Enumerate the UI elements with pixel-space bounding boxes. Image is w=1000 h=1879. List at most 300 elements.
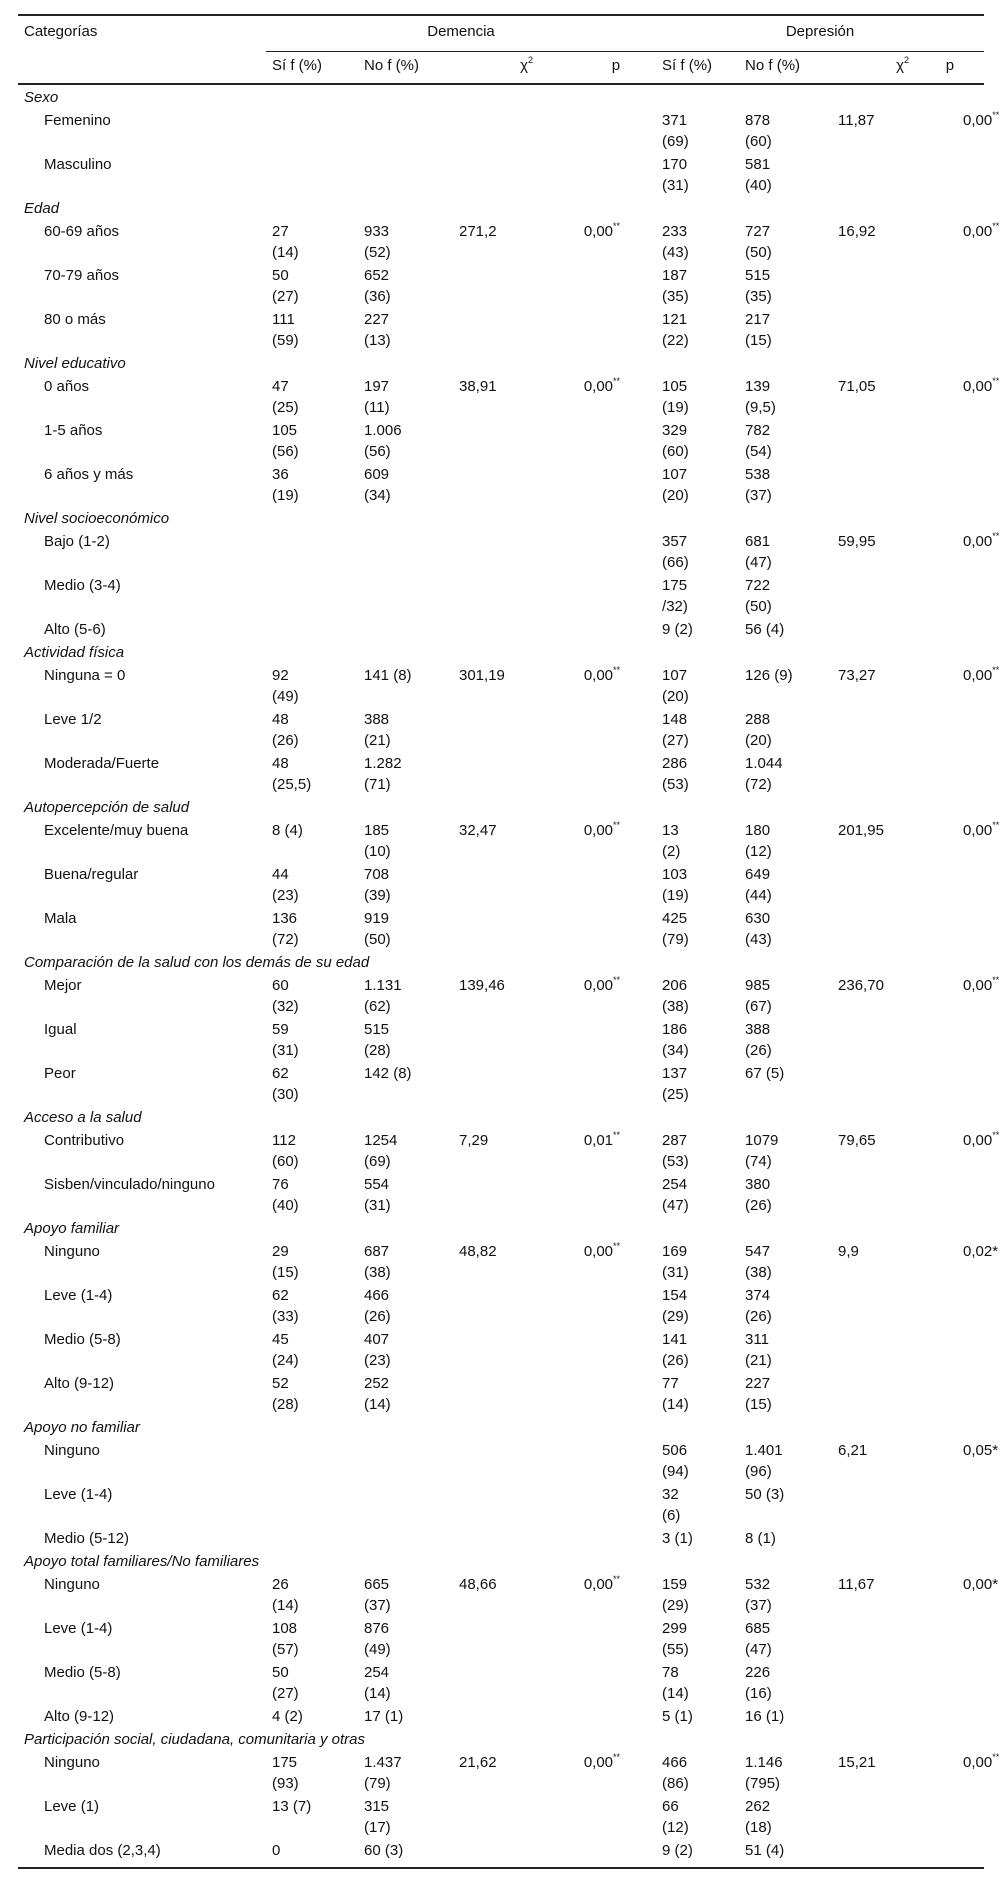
significance-mark: ** <box>992 820 1000 830</box>
row-label-value: 6 años y más <box>44 466 134 483</box>
depression-chi-cell-value: 11,87 <box>838 112 875 129</box>
depression-chi-cell-value: 11,67 <box>838 1576 875 1593</box>
dementia-p-cell <box>545 462 656 506</box>
dementia-no-cell <box>358 307 451 351</box>
dementia-no-cell <box>358 906 451 950</box>
depression-no-cell <box>739 152 830 196</box>
dementia-si-cell-value: 0 <box>272 1842 281 1859</box>
row-label <box>18 617 266 640</box>
dementia-no-cell-value: 197 (11) <box>364 378 390 416</box>
dementia-si-cell <box>266 1061 358 1105</box>
results-table <box>18 14 1000 1869</box>
row-label <box>18 529 266 573</box>
dementia-si-cell <box>266 1283 358 1327</box>
dementia-p-cell <box>545 1371 656 1415</box>
section-header-row <box>18 1727 984 1750</box>
dementia-no-cell <box>358 973 451 1017</box>
significance-mark: ** <box>613 1752 621 1762</box>
header-dem-chi <box>451 52 545 85</box>
depression-chi-cell-value: 71,05 <box>838 378 876 395</box>
dementia-chi-cell <box>451 973 545 1017</box>
row-label-value: 0 años <box>44 378 90 395</box>
row-label-value: Ninguno <box>44 1754 100 1771</box>
depression-si-cell-value: 357 (66) <box>662 533 689 571</box>
depression-chi-cell <box>830 418 925 462</box>
dementia-chi-cell-value: 48,82 <box>459 1243 497 1260</box>
depression-p-cell <box>925 462 984 506</box>
dementia-no-cell <box>358 663 451 707</box>
depression-chi-cell-value: 16,92 <box>838 223 876 240</box>
row-label <box>18 152 266 196</box>
depression-p-cell <box>925 973 1000 1017</box>
significance-mark: ** <box>992 665 1000 675</box>
depression-chi-cell <box>830 906 925 950</box>
depression-no-cell-value: 532 (37) <box>745 1576 772 1614</box>
depression-si-cell-value: 66 (12) <box>662 1798 689 1836</box>
chi-symbol: χ <box>520 57 528 74</box>
dementia-chi-cell <box>451 1750 545 1794</box>
depression-no-cell <box>739 1526 830 1549</box>
depression-chi-cell <box>830 1704 925 1727</box>
section-title: Participación social, ciudadana, comunitaria y otras <box>24 1731 366 1748</box>
row-label <box>18 1061 266 1105</box>
dementia-si-cell <box>266 108 358 152</box>
depression-no-cell <box>739 219 830 263</box>
dementia-p-cell-value: 0,00 <box>583 667 614 684</box>
dementia-chi-cell-value: 48,66 <box>459 1576 497 1593</box>
dementia-si-cell-value: 136 (72) <box>272 910 299 948</box>
depression-no-cell-value: 782 (54) <box>745 422 772 460</box>
depression-si-cell-value: 425 (79) <box>662 910 689 948</box>
depression-si-cell <box>656 1239 739 1283</box>
dementia-no-cell-value: 919 (50) <box>364 910 391 948</box>
table-row <box>18 152 984 196</box>
depression-p-cell <box>925 1239 999 1283</box>
depression-p-cell-value: 0,00 <box>963 378 993 395</box>
dementia-chi-cell <box>451 818 545 862</box>
dementia-no-cell <box>358 1327 451 1371</box>
depression-p-cell <box>925 906 984 950</box>
section-title: Actividad física <box>24 644 125 661</box>
dementia-no-cell <box>358 374 451 418</box>
dementia-chi-cell <box>451 1239 545 1283</box>
dementia-si-cell-value: 8 (4) <box>272 822 303 839</box>
dementia-chi-cell-value: 38,91 <box>459 378 497 395</box>
dementia-p-cell <box>545 1239 656 1283</box>
dementia-si-cell-value: 76 (40) <box>272 1176 299 1214</box>
depression-si-cell-value: 107 (20) <box>662 466 689 504</box>
dementia-si-cell <box>266 1371 358 1415</box>
table-row <box>18 418 984 462</box>
dementia-p-cell <box>545 263 656 307</box>
significance-mark: ** <box>613 665 621 675</box>
dementia-no-cell-value: 554 (31) <box>364 1176 391 1214</box>
depression-no-cell-value: 126 (9) <box>745 667 793 684</box>
table-row <box>18 973 984 1017</box>
dementia-p-cell <box>545 1704 656 1727</box>
dementia-p-cell <box>545 219 656 263</box>
dementia-no-cell <box>358 573 451 617</box>
depression-chi-cell-value: 79,65 <box>838 1132 876 1149</box>
depression-no-cell-value: 685 (47) <box>745 1620 772 1658</box>
depression-no-cell <box>739 1704 830 1727</box>
dementia-no-cell <box>358 1283 451 1327</box>
dementia-si-cell <box>266 751 358 795</box>
depression-chi-cell <box>830 1616 925 1660</box>
depression-chi-cell <box>830 263 925 307</box>
depression-si-cell <box>656 108 739 152</box>
depression-no-cell-value: 1079 (74) <box>745 1132 779 1170</box>
section-header-row <box>18 1415 984 1438</box>
dementia-p-cell-value: 0,00 <box>583 378 614 395</box>
depression-si-cell <box>656 1061 739 1105</box>
depression-no-cell <box>739 1838 830 1868</box>
depression-si-cell-value: 299 (55) <box>662 1620 689 1658</box>
dementia-si-cell <box>266 906 358 950</box>
row-label-value: Ninguno <box>44 1243 100 1260</box>
dementia-p-cell <box>545 906 656 950</box>
table-row <box>18 1482 984 1526</box>
row-label <box>18 263 266 307</box>
depression-p-cell <box>925 1704 984 1727</box>
depression-p-cell <box>925 1283 984 1327</box>
depression-p-cell-value: 0,00 <box>963 223 993 240</box>
depression-si-cell <box>656 307 739 351</box>
section-title: Apoyo familiar <box>24 1220 120 1237</box>
dementia-si-cell <box>266 1794 358 1838</box>
section-header-row <box>18 351 984 374</box>
dementia-p-cell <box>545 1838 656 1868</box>
depression-p-cell-value: 0,00 <box>963 667 993 684</box>
depression-no-cell-value: 374 (26) <box>745 1287 772 1325</box>
dementia-no-cell <box>358 1128 451 1172</box>
dementia-chi-cell <box>451 1704 545 1727</box>
dementia-si-cell-value: 52 (28) <box>272 1375 299 1413</box>
depression-si-cell-value: 103 (19) <box>662 866 689 904</box>
dementia-chi-cell <box>451 219 545 263</box>
depression-si-cell-value: 286 (53) <box>662 755 689 793</box>
depression-p-cell <box>925 374 1000 418</box>
header-dementia-group: Demencia <box>266 15 656 52</box>
table-row <box>18 1838 984 1868</box>
dementia-si-cell <box>266 1128 358 1172</box>
row-label-value: Medio (5-8) <box>44 1664 121 1681</box>
depression-no-cell <box>739 573 830 617</box>
depression-no-cell <box>739 751 830 795</box>
significance-mark: ** <box>613 1130 621 1140</box>
table-row <box>18 219 984 263</box>
row-label-value: Mejor <box>44 977 82 994</box>
depression-chi-cell <box>830 1283 925 1327</box>
depression-chi-cell <box>830 1750 925 1794</box>
table-row <box>18 862 984 906</box>
table-row <box>18 462 984 506</box>
dementia-si-cell-value: 27 (14) <box>272 223 299 261</box>
depression-chi-cell <box>830 1017 925 1061</box>
table-row <box>18 108 984 152</box>
dementia-p-cell <box>545 663 656 707</box>
depression-si-cell <box>656 1660 739 1704</box>
table-row <box>18 1017 984 1061</box>
dementia-chi-cell <box>451 108 545 152</box>
depression-no-cell-value: 139 (9,5) <box>745 378 776 416</box>
depression-no-cell-value: 727 (50) <box>745 223 772 261</box>
row-label <box>18 462 266 506</box>
dementia-chi-cell <box>451 152 545 196</box>
table-row <box>18 1371 984 1415</box>
table-row <box>18 707 984 751</box>
depression-no-cell <box>739 1794 830 1838</box>
dementia-no-cell-value: 933 (52) <box>364 223 391 261</box>
depression-chi-cell <box>830 818 925 862</box>
dementia-p-cell <box>545 529 656 573</box>
row-label <box>18 1438 266 1482</box>
section-title: Comparación de la salud con los demás de su edad <box>24 954 370 971</box>
depression-si-cell <box>656 1128 739 1172</box>
depression-si-cell <box>656 617 739 640</box>
dementia-si-cell-value: 29 (15) <box>272 1243 299 1281</box>
dementia-si-cell <box>266 1616 358 1660</box>
row-label <box>18 1572 266 1616</box>
depression-no-cell <box>739 1061 830 1105</box>
row-label <box>18 374 266 418</box>
depression-si-cell <box>656 418 739 462</box>
dementia-no-cell <box>358 219 451 263</box>
depression-no-cell <box>739 707 830 751</box>
dementia-chi-cell <box>451 418 545 462</box>
depression-si-cell-value: 141 (26) <box>662 1331 689 1369</box>
depression-si-cell <box>656 1017 739 1061</box>
table-row <box>18 1660 984 1704</box>
dementia-no-cell-value: 185 (10) <box>364 822 391 860</box>
depression-chi-cell <box>830 973 925 1017</box>
depression-si-cell <box>656 862 739 906</box>
dementia-si-cell <box>266 707 358 751</box>
depression-si-cell-value: 175 /32) <box>662 577 688 615</box>
depression-si-cell <box>656 462 739 506</box>
section-header-row <box>18 795 984 818</box>
dementia-p-cell <box>545 818 656 862</box>
depression-chi-cell <box>830 1239 925 1283</box>
depression-si-cell <box>656 263 739 307</box>
significance-mark: ** <box>613 1574 621 1584</box>
significance-mark: ** <box>613 820 621 830</box>
depression-no-cell <box>739 617 830 640</box>
depression-no-cell-value: 878 (60) <box>745 112 772 150</box>
header-dep-si: Sí f (%) <box>656 52 739 85</box>
dementia-no-cell <box>358 1482 451 1526</box>
dementia-no-cell <box>358 617 451 640</box>
dementia-p-cell-value: 0,00 <box>583 822 614 839</box>
dementia-p-cell <box>545 1438 656 1482</box>
depression-si-cell-value: 371 (69) <box>662 112 689 150</box>
row-label-value: Leve (1-4) <box>44 1620 113 1637</box>
dementia-no-cell-value: 652 (36) <box>364 267 391 305</box>
depression-no-cell <box>739 1327 830 1371</box>
dementia-si-cell-value: 108 (57) <box>272 1620 299 1658</box>
row-label <box>18 1128 266 1172</box>
table-row <box>18 573 984 617</box>
depression-p-cell <box>925 573 984 617</box>
row-label-value: Alto (9-12) <box>44 1375 115 1392</box>
depression-no-cell-value: 227 (15) <box>745 1375 772 1413</box>
depression-p-cell-value: 0,00 <box>963 977 993 994</box>
dementia-p-cell <box>545 1017 656 1061</box>
table-row <box>18 1172 984 1216</box>
row-label <box>18 1239 266 1283</box>
dementia-chi-cell <box>451 529 545 573</box>
dementia-si-cell-value: 59 (31) <box>272 1021 299 1059</box>
depression-si-cell <box>656 818 739 862</box>
depression-no-cell-value: 217 (15) <box>745 311 772 349</box>
dementia-p-cell <box>545 1128 656 1172</box>
depression-chi-cell <box>830 307 925 351</box>
dementia-no-cell-value: 141 (8) <box>364 667 412 684</box>
dementia-chi-cell <box>451 1327 545 1371</box>
depression-no-cell <box>739 418 830 462</box>
depression-si-cell-value: 159 (29) <box>662 1576 689 1614</box>
significance-mark: ** <box>992 1752 1000 1762</box>
dementia-si-cell <box>266 374 358 418</box>
header-categories: Categorías <box>18 15 266 52</box>
row-label <box>18 418 266 462</box>
depression-p-cell <box>925 1572 999 1616</box>
depression-no-cell <box>739 862 830 906</box>
dementia-chi-cell <box>451 707 545 751</box>
depression-chi-cell <box>830 663 925 707</box>
depression-si-cell-value: 187 (35) <box>662 267 689 305</box>
dementia-no-cell <box>358 1438 451 1482</box>
section-title: Apoyo total familiares/No familiares <box>24 1553 260 1570</box>
depression-chi-cell <box>830 529 925 573</box>
table-row <box>18 751 984 795</box>
depression-p-cell-value: 0,00 <box>963 112 993 129</box>
dementia-si-cell <box>266 818 358 862</box>
depression-si-cell-value: 287 (53) <box>662 1132 689 1170</box>
dementia-chi-cell <box>451 1482 545 1526</box>
dementia-no-cell <box>358 152 451 196</box>
dementia-no-cell <box>358 418 451 462</box>
dementia-si-cell <box>266 307 358 351</box>
dementia-no-cell <box>358 263 451 307</box>
depression-no-cell-value: 50 (3) <box>745 1486 785 1503</box>
dementia-si-cell <box>266 1172 358 1216</box>
dementia-chi-cell <box>451 1526 545 1549</box>
dementia-p-cell-value: 0,00 <box>583 1243 614 1260</box>
depression-chi-cell <box>830 751 925 795</box>
row-label-value: Sisben/vinculado/ninguno <box>44 1176 215 1193</box>
depression-no-cell-value: 56 (4) <box>745 621 785 638</box>
row-label <box>18 1616 266 1660</box>
row-label-value: Igual <box>44 1021 77 1038</box>
dementia-si-cell <box>266 263 358 307</box>
dementia-p-cell <box>545 1061 656 1105</box>
dementia-si-cell <box>266 1660 358 1704</box>
table-row <box>18 307 984 351</box>
depression-chi-cell <box>830 462 925 506</box>
dementia-chi-cell <box>451 1172 545 1216</box>
dementia-p-cell <box>545 1172 656 1216</box>
depression-si-cell-value: 466 (86) <box>662 1754 689 1792</box>
depression-no-cell-value: 380 (26) <box>745 1176 772 1214</box>
depression-chi-cell <box>830 1128 925 1172</box>
section-title: Autopercepción de salud <box>24 799 190 816</box>
depression-no-cell-value: 547 (38) <box>745 1243 772 1281</box>
depression-si-cell-value: 186 (34) <box>662 1021 689 1059</box>
row-label-value: Medio (5-12) <box>44 1530 130 1547</box>
depression-p-cell <box>925 219 1000 263</box>
depression-chi-cell <box>830 108 925 152</box>
dementia-si-cell <box>266 573 358 617</box>
dementia-no-cell-value: 1.437 (79) <box>364 1754 402 1792</box>
significance-mark: ** <box>613 221 621 231</box>
depression-p-cell <box>925 1838 984 1868</box>
dementia-no-cell-value: 609 (34) <box>364 466 391 504</box>
dementia-chi-cell <box>451 1660 545 1704</box>
dementia-si-cell-value: 4 (2) <box>272 1708 303 1725</box>
dementia-si-cell-value: 26 (14) <box>272 1576 299 1614</box>
dementia-si-cell <box>266 219 358 263</box>
depression-si-cell <box>656 1616 739 1660</box>
depression-chi-cell <box>830 707 925 751</box>
row-label <box>18 1660 266 1704</box>
dementia-no-cell <box>358 862 451 906</box>
significance-mark: ** <box>992 975 1000 985</box>
dementia-chi-cell <box>451 1438 545 1482</box>
dementia-si-cell <box>266 617 358 640</box>
depression-no-cell <box>739 1482 830 1526</box>
depression-si-cell-value: 9 (2) <box>662 1842 693 1859</box>
dementia-no-cell <box>358 1239 451 1283</box>
dementia-si-cell <box>266 152 358 196</box>
dementia-si-cell <box>266 1482 358 1526</box>
depression-p-cell <box>925 862 984 906</box>
depression-si-cell <box>656 1482 739 1526</box>
dementia-chi-cell <box>451 573 545 617</box>
depression-no-cell <box>739 973 830 1017</box>
row-label-value: Leve (1) <box>44 1798 100 1815</box>
dementia-no-cell <box>358 707 451 751</box>
depression-p-cell <box>925 617 984 640</box>
significance-mark: ** <box>613 1241 621 1251</box>
dementia-si-cell <box>266 1526 358 1549</box>
row-label-value: Leve 1/2 <box>44 711 102 728</box>
row-label <box>18 1482 266 1526</box>
row-label-value: Moderada/Fuerte <box>44 755 160 772</box>
depression-no-cell <box>739 462 830 506</box>
dementia-si-cell-value: 112 (60) <box>272 1132 299 1170</box>
row-label <box>18 973 266 1017</box>
dementia-no-cell <box>358 1616 451 1660</box>
depression-no-cell-value: 649 (44) <box>745 866 772 904</box>
significance-mark: ** <box>992 110 1000 120</box>
row-label <box>18 1526 266 1549</box>
dementia-no-cell-value: 17 (1) <box>364 1708 404 1725</box>
dementia-p-cell <box>545 862 656 906</box>
dementia-si-cell <box>266 862 358 906</box>
significance-mark: ** <box>992 531 1000 541</box>
chi-superscript: 2 <box>904 55 910 65</box>
depression-chi-cell <box>830 617 925 640</box>
depression-chi-cell <box>830 1061 925 1105</box>
row-label <box>18 1838 266 1868</box>
dementia-si-cell <box>266 1438 358 1482</box>
depression-p-cell <box>925 529 1000 573</box>
depression-p-cell <box>925 1371 984 1415</box>
dementia-no-cell <box>358 1172 451 1216</box>
row-label-value: Alto (5-6) <box>44 621 106 638</box>
dementia-p-cell <box>545 1482 656 1526</box>
